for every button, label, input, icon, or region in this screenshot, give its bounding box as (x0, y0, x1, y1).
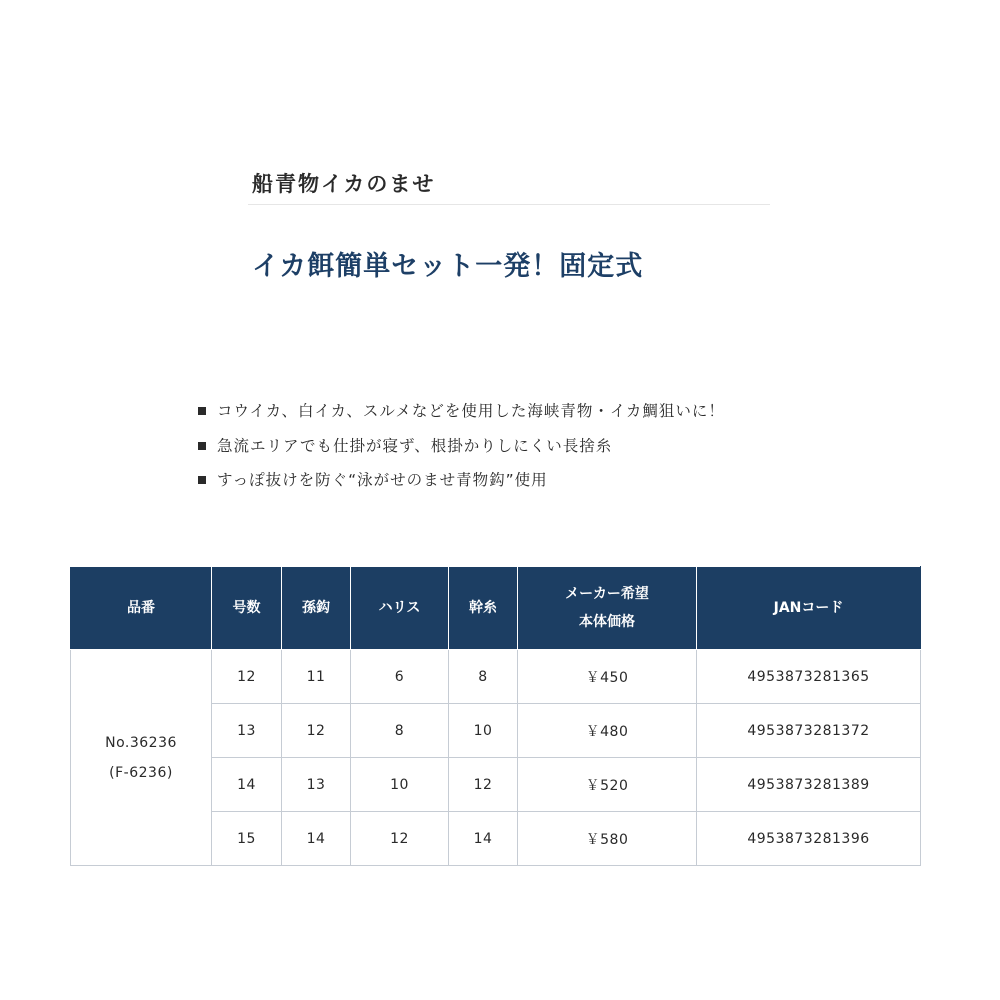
cell-price: ￥480 (518, 704, 697, 758)
cell-harisu: 12 (351, 812, 449, 866)
cell-magobari: 12 (282, 704, 351, 758)
part-no-line2: (F-6236) (109, 764, 173, 781)
cell-price: ￥450 (518, 650, 697, 704)
cell-size: 15 (212, 812, 282, 866)
feature-text: コウイカ、白イカ、スルメなどを使用した海峡青物・イカ鯛狙いに！ (217, 402, 725, 420)
table-row (71, 650, 921, 704)
square-bullet-icon (198, 407, 206, 415)
title-divider (248, 204, 770, 205)
header-mikiito: 幹糸 (449, 567, 518, 650)
feature-item (198, 394, 725, 429)
cell-magobari: 13 (282, 758, 351, 812)
cell-size: 12 (212, 650, 282, 704)
cell-magobari: 11 (282, 650, 351, 704)
header-part-no: 品番 (71, 567, 212, 650)
square-bullet-icon (198, 476, 206, 484)
cell-price: ￥580 (518, 812, 697, 866)
cell-magobari: 14 (282, 812, 351, 866)
cell-size: 14 (212, 758, 282, 812)
cell-mikiito: 14 (449, 812, 518, 866)
cell-part-no (71, 650, 212, 866)
cell-jan: 4953873281372 (697, 704, 921, 758)
cell-jan: 4953873281365 (697, 650, 921, 704)
header-harisu: ハリス (351, 567, 449, 650)
feature-text: 急流エリアでも仕掛が寝ず、根掛かりしにくい長捨糸 (217, 436, 613, 455)
cell-jan: 4953873281389 (697, 758, 921, 812)
spec-table (70, 566, 921, 866)
cell-price: ￥520 (518, 758, 697, 812)
cell-harisu: 10 (351, 758, 449, 812)
feature-text: すっぽ抜けを防ぐ“泳がせのませ青物鈎”使用 (217, 471, 548, 489)
cell-mikiito: 12 (449, 758, 518, 812)
cell-harisu: 8 (351, 704, 449, 758)
cell-harisu: 6 (351, 650, 449, 704)
cell-mikiito: 10 (449, 704, 518, 758)
cell-jan: 4953873281396 (697, 812, 921, 866)
cell-mikiito: 8 (449, 650, 518, 704)
page-title: 船青物イカのませ (252, 172, 436, 196)
page-subtitle: イカ餌簡単セット一発！固定式 (252, 251, 644, 282)
header-price-line2: 本体価格 (579, 614, 635, 630)
header-jan: JANコード (697, 567, 921, 650)
header-size: 号数 (212, 567, 282, 650)
part-no-line1: No.36236 (105, 734, 177, 751)
feature-item (198, 429, 725, 464)
table-header-row (71, 567, 921, 650)
feature-item (198, 463, 725, 498)
feature-list (198, 394, 725, 498)
header-price (518, 567, 697, 650)
square-bullet-icon (198, 442, 206, 450)
header-price-line1: メーカー希望 (565, 586, 649, 602)
cell-size: 13 (212, 704, 282, 758)
header-magobari: 孫鈎 (282, 567, 351, 650)
